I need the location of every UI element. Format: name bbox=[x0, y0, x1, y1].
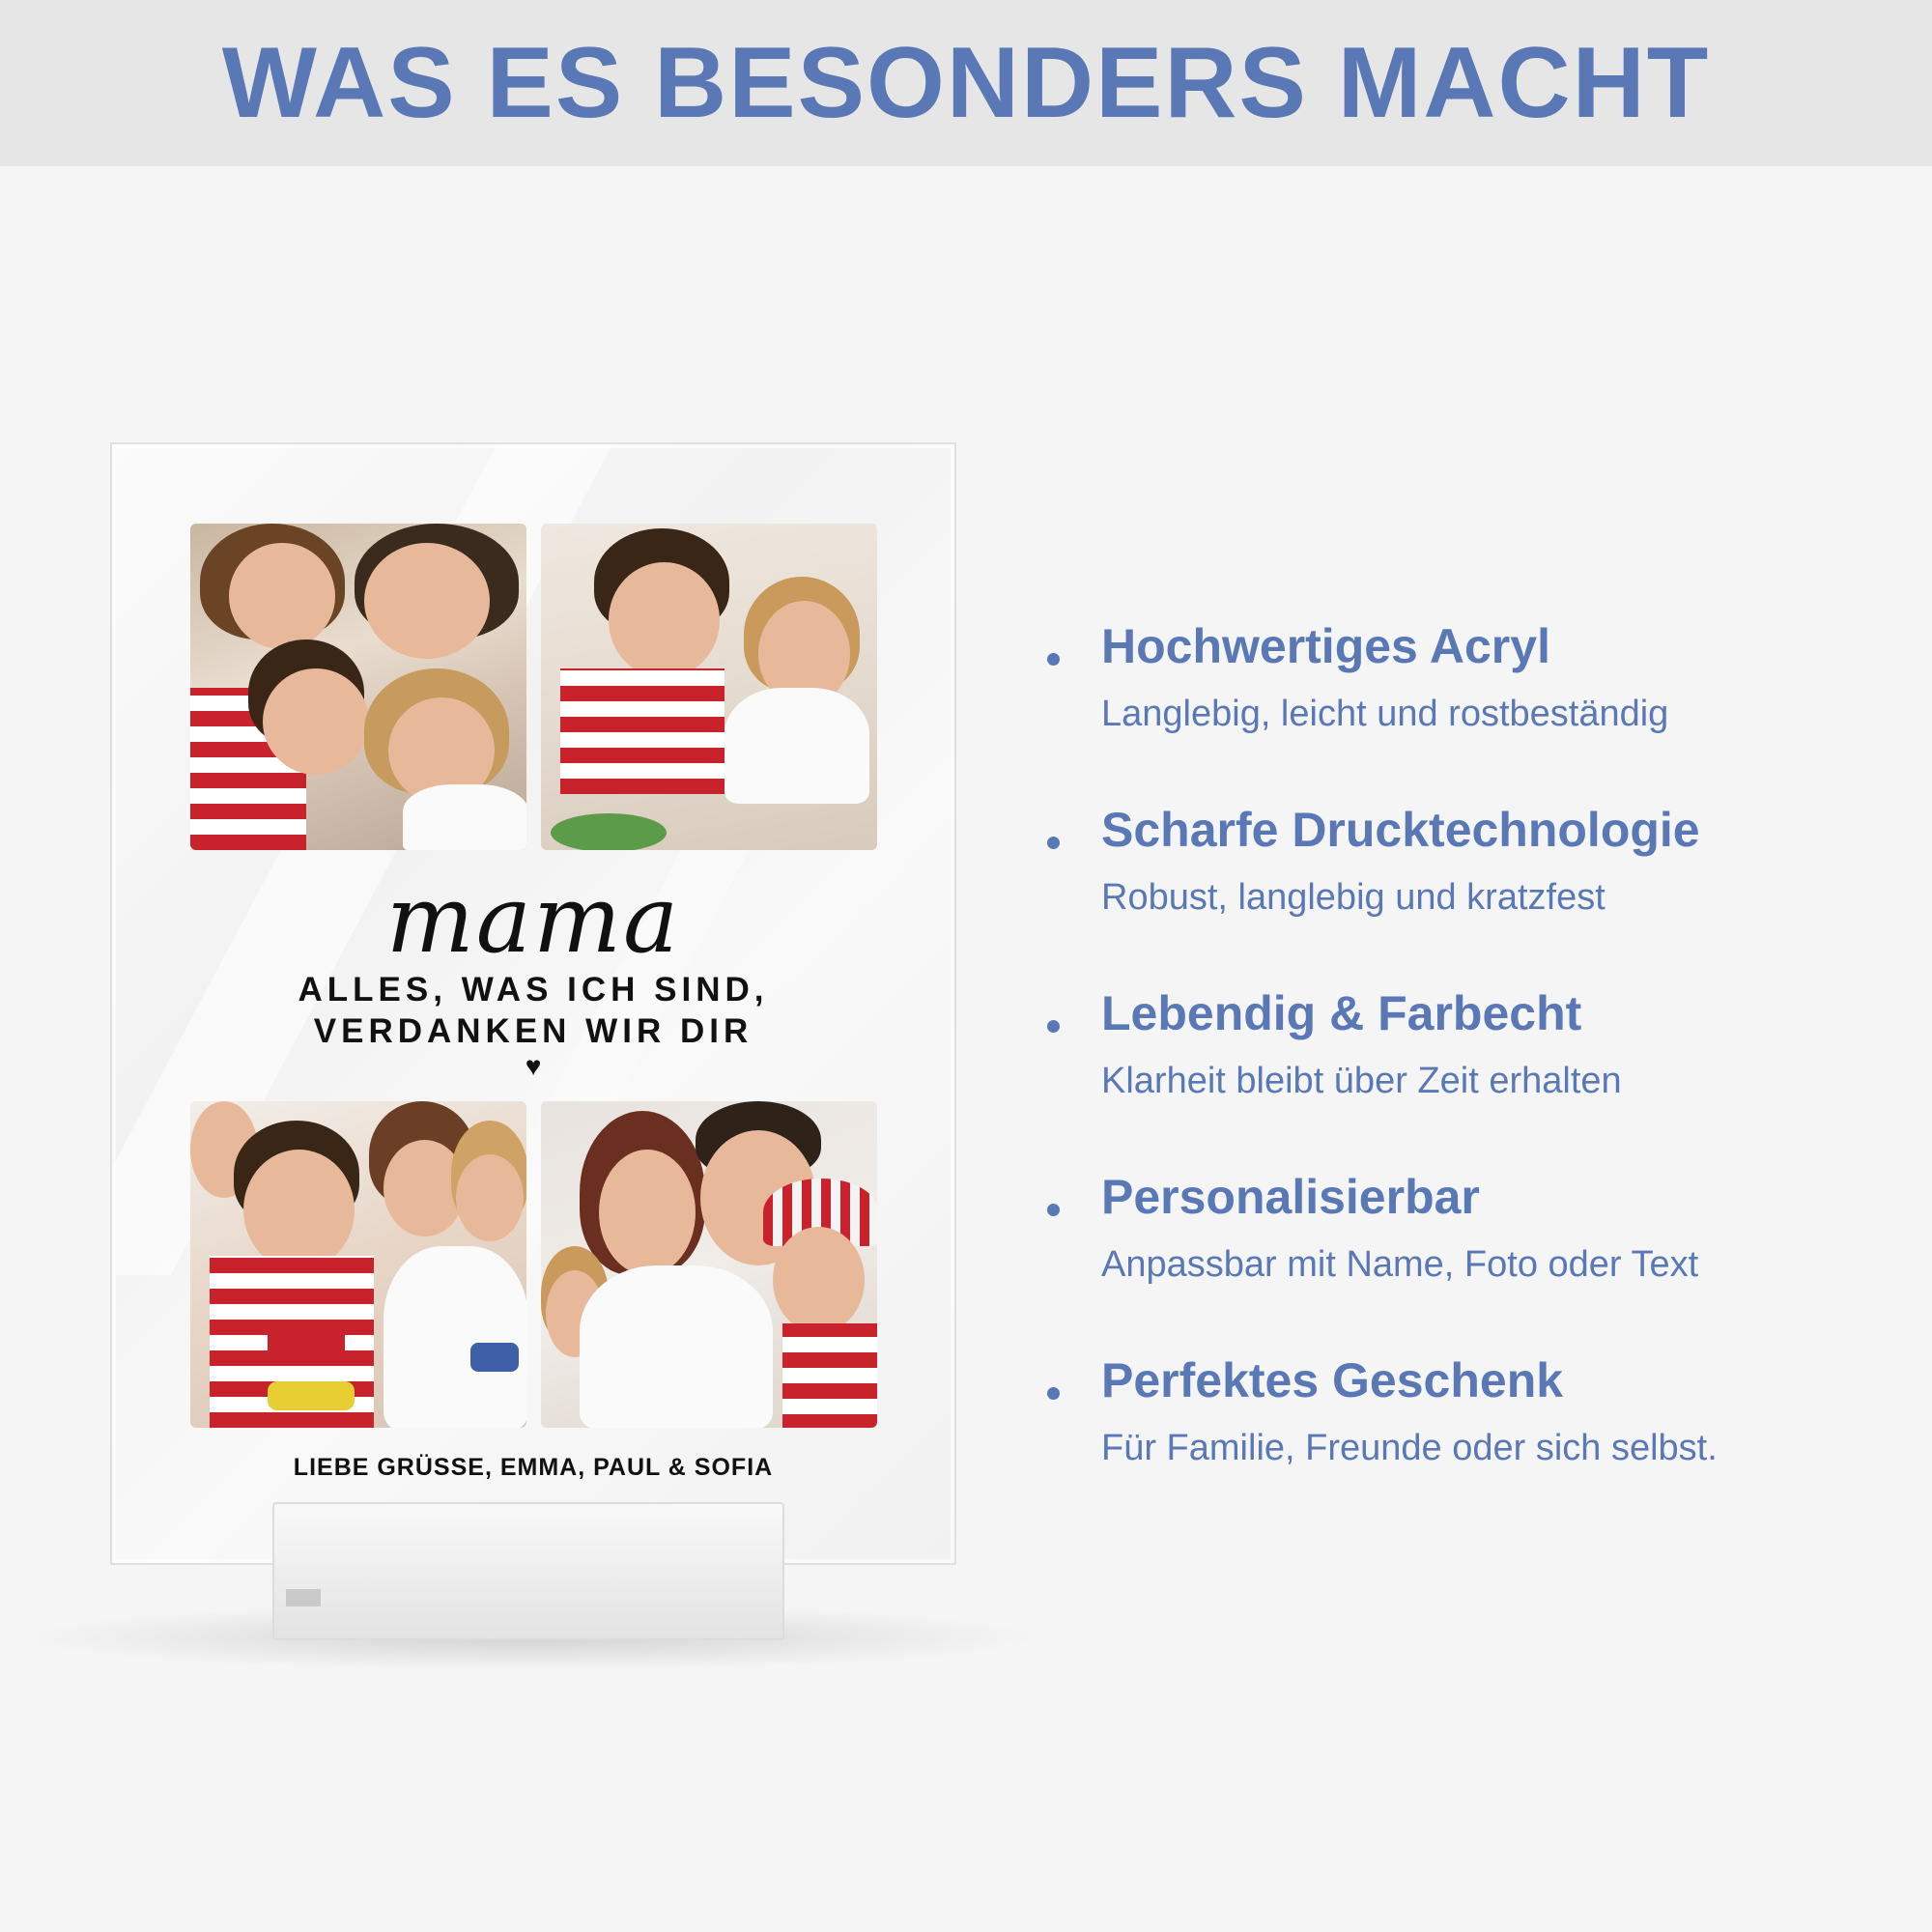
feature-title: Lebendig & Farbecht bbox=[1101, 986, 1582, 1040]
feature-title: Scharfe Drucktechnologie bbox=[1101, 803, 1700, 857]
bullet-icon bbox=[1047, 1204, 1060, 1216]
feature-subtitle: Robust, langlebig und kratzfest bbox=[1101, 877, 1605, 918]
family-photo-1 bbox=[190, 524, 526, 850]
feature-subtitle: Für Familie, Freunde oder sich selbst. bbox=[1101, 1428, 1718, 1468]
feature-subtitle: Anpassbar mit Name, Foto oder Text bbox=[1101, 1244, 1699, 1285]
bullet-icon bbox=[1047, 1387, 1060, 1400]
header-banner bbox=[0, 0, 1932, 166]
feature-item bbox=[1043, 618, 1913, 802]
feature-item bbox=[1043, 1169, 1913, 1352]
feature-title: Perfektes Geschenk bbox=[1101, 1353, 1564, 1407]
bullet-icon bbox=[1047, 1020, 1060, 1033]
script-name: mama bbox=[385, 866, 681, 974]
signature-text: LIEBE GRÜSSE, EMMA, PAUL & SOFIA bbox=[293, 1454, 774, 1481]
acrylic-photo-plaque bbox=[110, 442, 956, 1565]
tagline-line-2: VERDANKEN WIR DIR bbox=[313, 1012, 753, 1050]
stand-slot bbox=[286, 1589, 321, 1606]
feature-item bbox=[1043, 1352, 1913, 1536]
feature-list bbox=[1043, 618, 1913, 1536]
feature-title: Personalisierbar bbox=[1101, 1170, 1480, 1224]
family-photo-4 bbox=[541, 1101, 877, 1428]
bullet-icon bbox=[1047, 653, 1060, 666]
feature-subtitle: Langlebig, leicht und rostbeständig bbox=[1101, 694, 1669, 734]
feature-subtitle: Klarheit bleibt über Zeit erhalten bbox=[1101, 1061, 1622, 1101]
family-photo-2 bbox=[541, 524, 877, 850]
family-photo-3 bbox=[190, 1101, 526, 1428]
feature-item bbox=[1043, 985, 1913, 1169]
page-title: WAS ES BESONDERS MACHT bbox=[221, 26, 1711, 139]
bullet-icon bbox=[1047, 837, 1060, 849]
feature-title: Hochwertiges Acryl bbox=[1101, 619, 1550, 673]
acrylic-stand bbox=[272, 1502, 784, 1640]
heart-icon: ♥ bbox=[525, 1051, 542, 1081]
feature-item bbox=[1043, 802, 1913, 985]
tagline-line-1: ALLES, WAS ICH SIND, bbox=[298, 971, 769, 1009]
